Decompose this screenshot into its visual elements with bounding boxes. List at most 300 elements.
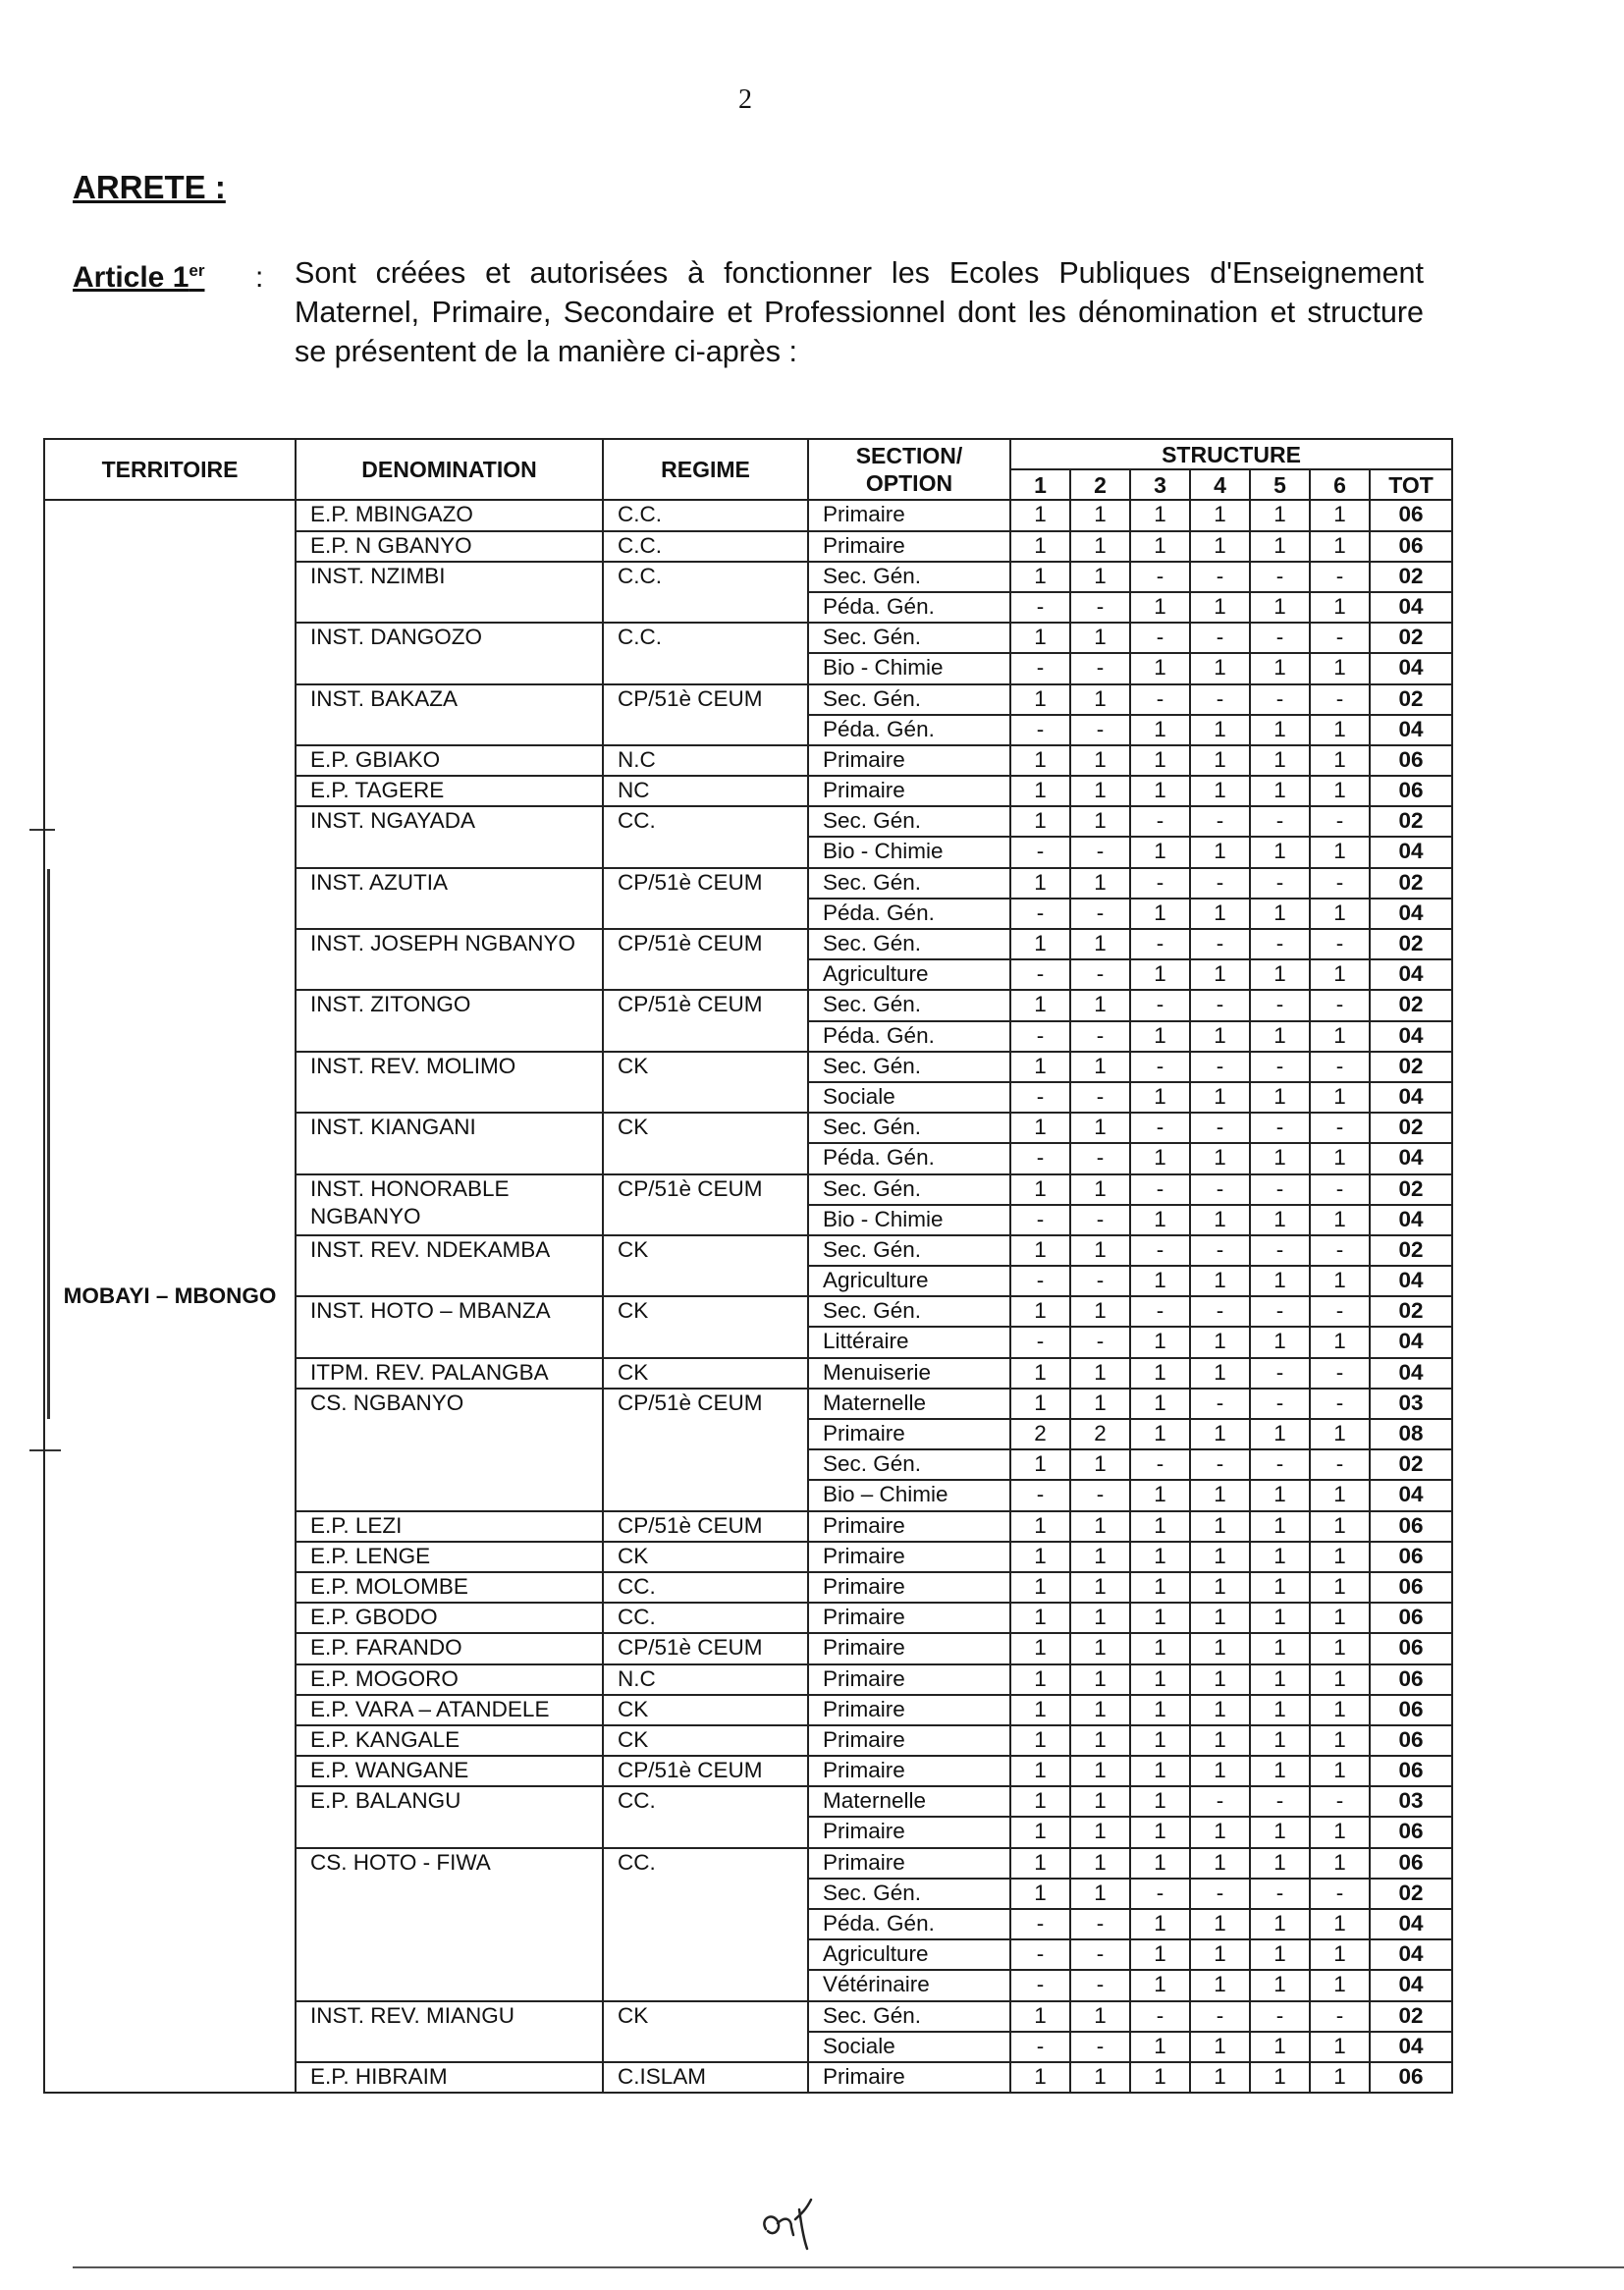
regime-cell: CK (603, 2001, 808, 2062)
class-1-cell: 1 (1010, 531, 1070, 562)
class-6-cell: 1 (1310, 1205, 1370, 1235)
page-number: 2 (738, 84, 752, 115)
class-5-cell: 1 (1250, 1603, 1310, 1633)
regime-cell: CC. (603, 806, 808, 867)
class-2-cell: - (1070, 592, 1130, 623)
regime-cell: CK (603, 1296, 808, 1357)
class-5-cell: - (1250, 1235, 1310, 1266)
class-2-cell: 1 (1070, 1695, 1130, 1725)
class-5-cell: 1 (1250, 1817, 1310, 1847)
class-5-cell: 1 (1250, 1572, 1310, 1603)
class-2-cell: 1 (1070, 1052, 1130, 1082)
page-bottom-rule (73, 2266, 1624, 2268)
class-2-cell: 1 (1070, 1113, 1130, 1143)
class-5-cell: 1 (1250, 1939, 1310, 1970)
class-4-cell: 1 (1190, 592, 1250, 623)
class-1-cell: - (1010, 592, 1070, 623)
total-cell: 06 (1370, 1848, 1452, 1879)
class-4-cell: 1 (1190, 1419, 1250, 1449)
class-3-cell: - (1130, 1174, 1190, 1205)
class-2-cell: - (1070, 1266, 1130, 1296)
class-4-cell: 1 (1190, 837, 1250, 867)
section-cell: Sec. Gén. (808, 2001, 1010, 2032)
class-4-cell: - (1190, 2001, 1250, 2032)
total-cell: 02 (1370, 2001, 1452, 2032)
class-6-cell: 1 (1310, 1909, 1370, 1939)
class-5-cell: - (1250, 1786, 1310, 1817)
class-3-cell: 1 (1130, 959, 1190, 990)
class-6-cell: - (1310, 868, 1370, 899)
class-4-cell: 1 (1190, 1082, 1250, 1113)
total-cell: 02 (1370, 1449, 1452, 1480)
class-1-cell: 1 (1010, 562, 1070, 592)
regime-cell: CC. (603, 1786, 808, 1847)
school-name-cell: INST. ZITONGO (296, 990, 603, 1051)
class-3-cell: 1 (1130, 653, 1190, 683)
class-1-cell: - (1010, 1021, 1070, 1052)
class-5-cell: - (1250, 623, 1310, 653)
class-2-cell: 1 (1070, 531, 1130, 562)
class-4-cell: 1 (1190, 1633, 1250, 1663)
class-6-cell: - (1310, 562, 1370, 592)
class-2-cell: 1 (1070, 1633, 1130, 1663)
section-cell: Sec. Gén. (808, 929, 1010, 959)
section-cell: Sec. Gén. (808, 1113, 1010, 1143)
regime-cell: CP/51è CEUM (603, 990, 808, 1051)
section-cell: Sec. Gén. (808, 562, 1010, 592)
section-cell: Sec. Gén. (808, 1235, 1010, 1266)
class-1-cell: 1 (1010, 500, 1070, 530)
section-cell: Primaire (808, 500, 1010, 530)
class-5-cell: 1 (1250, 1756, 1310, 1786)
section-cell: Maternelle (808, 1786, 1010, 1817)
section-cell: Sec. Gén. (808, 806, 1010, 837)
class-5-cell: 1 (1250, 1327, 1310, 1357)
school-name-cell: INST. HOTO – MBANZA (296, 1296, 603, 1357)
school-name-cell: INST. REV. MIANGU (296, 2001, 603, 2062)
class-2-cell: - (1070, 1082, 1130, 1113)
school-name-cell: E.P. TAGERE (296, 776, 603, 806)
class-6-cell: 1 (1310, 1143, 1370, 1173)
school-name-cell: ITPM. REV. PALANGBA (296, 1358, 603, 1389)
class-5-cell: 1 (1250, 1664, 1310, 1695)
class-4-cell: 1 (1190, 1725, 1250, 1756)
class-1-cell: - (1010, 1327, 1070, 1357)
school-name-cell: E.P. BALANGU (296, 1786, 603, 1847)
class-5-cell: - (1250, 990, 1310, 1020)
section-cell: Bio - Chimie (808, 1205, 1010, 1235)
total-cell: 06 (1370, 776, 1452, 806)
class-2-cell: - (1070, 1939, 1130, 1970)
total-cell: 04 (1370, 2032, 1452, 2062)
regime-cell: CP/51è CEUM (603, 1756, 808, 1786)
class-1-cell: - (1010, 1939, 1070, 1970)
class-1-cell: 1 (1010, 1511, 1070, 1542)
class-4-cell: - (1190, 1235, 1250, 1266)
total-cell: 02 (1370, 1879, 1452, 1909)
regime-cell: CK (603, 1542, 808, 1572)
class-6-cell: - (1310, 1174, 1370, 1205)
class-4-cell: - (1190, 868, 1250, 899)
section-cell: Péda. Gén. (808, 1021, 1010, 1052)
class-3-cell: 1 (1130, 2062, 1190, 2093)
class-3-cell: 1 (1130, 1205, 1190, 1235)
regime-cell: CK (603, 1695, 808, 1725)
class-1-cell: - (1010, 899, 1070, 929)
class-2-cell: 1 (1070, 1449, 1130, 1480)
section-cell: Sec. Gén. (808, 1174, 1010, 1205)
class-6-cell: 1 (1310, 592, 1370, 623)
class-5-cell: 1 (1250, 1266, 1310, 1296)
class-3-cell: 1 (1130, 2032, 1190, 2062)
class-2-cell: 1 (1070, 1848, 1130, 1879)
class-1-cell: - (1010, 1143, 1070, 1173)
class-4-cell: 1 (1190, 1695, 1250, 1725)
total-cell: 04 (1370, 1082, 1452, 1113)
class-3-cell: - (1130, 868, 1190, 899)
class-1-cell: 1 (1010, 1633, 1070, 1663)
school-name-cell: E.P. GBIAKO (296, 745, 603, 776)
class-2-cell: 1 (1070, 1817, 1130, 1847)
class-3-cell: 1 (1130, 500, 1190, 530)
school-name-cell: E.P. N GBANYO (296, 531, 603, 562)
header-section-option: SECTION/ OPTION (808, 439, 1010, 500)
class-3-cell: 1 (1130, 1756, 1190, 1786)
regime-cell: N.C (603, 745, 808, 776)
class-4-cell: - (1190, 623, 1250, 653)
school-name-cell: INST. DANGOZO (296, 623, 603, 683)
school-name-cell: CS. HOTO - FIWA (296, 1848, 603, 2001)
class-4-cell: - (1190, 990, 1250, 1020)
class-4-cell: - (1190, 1113, 1250, 1143)
regime-cell: C.C. (603, 531, 808, 562)
school-name-cell: E.P. WANGANE (296, 1756, 603, 1786)
class-5-cell: 1 (1250, 1848, 1310, 1879)
class-2-cell: 1 (1070, 562, 1130, 592)
class-5-cell: - (1250, 929, 1310, 959)
class-4-cell: 1 (1190, 1511, 1250, 1542)
class-2-cell: 1 (1070, 1786, 1130, 1817)
class-6-cell: - (1310, 684, 1370, 715)
class-6-cell: 1 (1310, 715, 1370, 745)
class-3-cell: 1 (1130, 1511, 1190, 1542)
school-name-cell: E.P. MOGORO (296, 1664, 603, 1695)
total-cell: 06 (1370, 1756, 1452, 1786)
section-cell: Sociale (808, 2032, 1010, 2062)
class-2-cell: 1 (1070, 1235, 1130, 1266)
regime-cell: C.ISLAM (603, 2062, 808, 2093)
header-tot: TOT (1370, 469, 1452, 500)
total-cell: 02 (1370, 990, 1452, 1020)
class-2-cell: 1 (1070, 623, 1130, 653)
territoire-cell: MOBAYI – MBONGO (44, 500, 296, 2093)
class-6-cell: 1 (1310, 1021, 1370, 1052)
regime-cell: CP/51è CEUM (603, 1633, 808, 1663)
section-cell: Primaire (808, 1756, 1010, 1786)
class-4-cell: 1 (1190, 1848, 1250, 1879)
decree-heading: ARRETE : (73, 169, 226, 205)
class-3-cell: 1 (1130, 776, 1190, 806)
total-cell: 04 (1370, 899, 1452, 929)
class-3-cell: - (1130, 1449, 1190, 1480)
total-cell: 02 (1370, 1235, 1452, 1266)
section-cell: Primaire (808, 1664, 1010, 1695)
class-2-cell: 1 (1070, 1511, 1130, 1542)
total-cell: 02 (1370, 868, 1452, 899)
total-cell: 04 (1370, 1327, 1452, 1357)
school-name-cell: INST. NGAYADA (296, 806, 603, 867)
regime-cell: C.C. (603, 562, 808, 623)
section-cell: Bio – Chimie (808, 1480, 1010, 1510)
section-cell: Péda. Gén. (808, 1909, 1010, 1939)
school-name-cell: E.P. LEZI (296, 1511, 603, 1542)
class-2-cell: 1 (1070, 806, 1130, 837)
class-3-cell: 1 (1130, 1970, 1190, 2000)
class-4-cell: 1 (1190, 1358, 1250, 1389)
class-2-cell: 2 (1070, 1419, 1130, 1449)
total-cell: 06 (1370, 1542, 1452, 1572)
class-6-cell: 1 (1310, 1695, 1370, 1725)
section-cell: Primaire (808, 745, 1010, 776)
class-5-cell: 1 (1250, 1419, 1310, 1449)
class-6-cell: 1 (1310, 1817, 1370, 1847)
class-3-cell: 1 (1130, 1786, 1190, 1817)
class-6-cell: 1 (1310, 1511, 1370, 1542)
section-cell: Sec. Gén. (808, 1449, 1010, 1480)
class-2-cell: 1 (1070, 1756, 1130, 1786)
class-6-cell: 1 (1310, 959, 1370, 990)
class-4-cell: - (1190, 1052, 1250, 1082)
article-label-main: Article 1 (73, 261, 189, 294)
class-1-cell: - (1010, 959, 1070, 990)
article-label-sup: er (189, 261, 205, 280)
class-1-cell: 1 (1010, 1235, 1070, 1266)
school-name-cell: E.P. VARA – ATANDELE (296, 1695, 603, 1725)
total-cell: 04 (1370, 959, 1452, 990)
class-3-cell: 1 (1130, 1848, 1190, 1879)
class-4-cell: 1 (1190, 1970, 1250, 2000)
section-cell: Péda. Gén. (808, 1143, 1010, 1173)
class-3-cell: 1 (1130, 1480, 1190, 1510)
section-cell: Agriculture (808, 1266, 1010, 1296)
class-6-cell: - (1310, 990, 1370, 1020)
section-cell: Primaire (808, 1848, 1010, 1879)
class-2-cell: - (1070, 1327, 1130, 1357)
class-2-cell: - (1070, 2032, 1130, 2062)
table-row (44, 500, 1452, 530)
class-4-cell: 1 (1190, 500, 1250, 530)
class-6-cell: 1 (1310, 1603, 1370, 1633)
school-name-cell: E.P. MBINGAZO (296, 500, 603, 530)
class-2-cell: 1 (1070, 1542, 1130, 1572)
section-cell: Primaire (808, 1817, 1010, 1847)
regime-cell: C.C. (603, 623, 808, 683)
section-cell: Primaire (808, 1511, 1010, 1542)
class-6-cell: 1 (1310, 2032, 1370, 2062)
class-1-cell: 1 (1010, 1052, 1070, 1082)
class-3-cell: 1 (1130, 1572, 1190, 1603)
schools-table (43, 438, 1453, 2094)
class-4-cell: 1 (1190, 1327, 1250, 1357)
class-3-cell: - (1130, 684, 1190, 715)
class-5-cell: 1 (1250, 1695, 1310, 1725)
header-class-5: 5 (1250, 469, 1310, 500)
total-cell: 06 (1370, 1664, 1452, 1695)
class-5-cell: - (1250, 684, 1310, 715)
class-3-cell: 1 (1130, 1603, 1190, 1633)
class-3-cell: - (1130, 623, 1190, 653)
class-2-cell: 1 (1070, 1389, 1130, 1419)
total-cell: 04 (1370, 1266, 1452, 1296)
class-4-cell: 1 (1190, 1939, 1250, 1970)
class-5-cell: 1 (1250, 2032, 1310, 2062)
class-6-cell: 1 (1310, 837, 1370, 867)
school-name-cell: INST. AZUTIA (296, 868, 603, 929)
class-2-cell: 1 (1070, 776, 1130, 806)
header-denomination: DENOMINATION (296, 439, 603, 500)
class-6-cell: - (1310, 623, 1370, 653)
class-4-cell: - (1190, 1296, 1250, 1327)
school-name-cell: E.P. MOLOMBE (296, 1572, 603, 1603)
class-1-cell: - (1010, 1082, 1070, 1113)
class-3-cell: 1 (1130, 1358, 1190, 1389)
header-class-4: 4 (1190, 469, 1250, 500)
class-3-cell: 1 (1130, 1082, 1190, 1113)
total-cell: 02 (1370, 1174, 1452, 1205)
class-6-cell: 1 (1310, 1848, 1370, 1879)
class-1-cell: 1 (1010, 806, 1070, 837)
class-6-cell: 1 (1310, 1327, 1370, 1357)
class-3-cell: 1 (1130, 1389, 1190, 1419)
class-4-cell: 1 (1190, 1664, 1250, 1695)
class-2-cell: 1 (1070, 990, 1130, 1020)
class-1-cell: 1 (1010, 745, 1070, 776)
class-4-cell: 1 (1190, 1266, 1250, 1296)
total-cell: 06 (1370, 1725, 1452, 1756)
regime-cell: CK (603, 1052, 808, 1113)
header-class-2: 2 (1070, 469, 1130, 500)
regime-cell: NC (603, 776, 808, 806)
total-cell: 04 (1370, 1358, 1452, 1389)
class-5-cell: 1 (1250, 1021, 1310, 1052)
class-1-cell: 1 (1010, 2001, 1070, 2032)
regime-cell: CC. (603, 1572, 808, 1603)
class-4-cell: - (1190, 1786, 1250, 1817)
class-2-cell: - (1070, 959, 1130, 990)
class-6-cell: 1 (1310, 1939, 1370, 1970)
class-4-cell: 1 (1190, 653, 1250, 683)
class-5-cell: 1 (1250, 776, 1310, 806)
class-3-cell: 1 (1130, 715, 1190, 745)
total-cell: 06 (1370, 1817, 1452, 1847)
article-text: Sont créées et autorisées à fonctionner les Ecoles Publiques d'Enseignement Maternel, Primaire, Secondaire et Professionnel dont les dénomination et structure se présentent de la manière ci-après : (295, 256, 1424, 368)
class-5-cell: 1 (1250, 959, 1310, 990)
class-6-cell: - (1310, 1358, 1370, 1389)
class-4-cell: 1 (1190, 2062, 1250, 2093)
class-2-cell: - (1070, 837, 1130, 867)
class-6-cell: 1 (1310, 531, 1370, 562)
class-1-cell: - (1010, 837, 1070, 867)
class-3-cell: 1 (1130, 1725, 1190, 1756)
class-4-cell: 1 (1190, 715, 1250, 745)
class-3-cell: - (1130, 562, 1190, 592)
class-1-cell: 1 (1010, 1389, 1070, 1419)
section-cell: Péda. Gén. (808, 592, 1010, 623)
class-3-cell: 1 (1130, 745, 1190, 776)
regime-cell: CK (603, 1358, 808, 1389)
class-1-cell: - (1010, 1970, 1070, 2000)
section-cell: Primaire (808, 1725, 1010, 1756)
regime-cell: CP/51è CEUM (603, 684, 808, 745)
regime-cell: CK (603, 1725, 808, 1756)
total-cell: 06 (1370, 1572, 1452, 1603)
class-4-cell: 1 (1190, 899, 1250, 929)
total-cell: 02 (1370, 684, 1452, 715)
class-5-cell: 1 (1250, 2062, 1310, 2093)
class-5-cell: 1 (1250, 1633, 1310, 1663)
class-5-cell: - (1250, 1296, 1310, 1327)
class-5-cell: 1 (1250, 1480, 1310, 1510)
class-6-cell: 1 (1310, 1572, 1370, 1603)
regime-cell: CP/51è CEUM (603, 868, 808, 929)
class-4-cell: 1 (1190, 2032, 1250, 2062)
school-name-cell: E.P. LENGE (296, 1542, 603, 1572)
total-cell: 03 (1370, 1786, 1452, 1817)
class-6-cell: 1 (1310, 899, 1370, 929)
class-2-cell: 1 (1070, 500, 1130, 530)
class-6-cell: 1 (1310, 1970, 1370, 2000)
total-cell: 04 (1370, 653, 1452, 683)
class-6-cell: 1 (1310, 1725, 1370, 1756)
class-3-cell: - (1130, 2001, 1190, 2032)
class-1-cell: 1 (1010, 929, 1070, 959)
class-3-cell: - (1130, 929, 1190, 959)
class-1-cell: 1 (1010, 1695, 1070, 1725)
class-4-cell: 1 (1190, 1542, 1250, 1572)
class-5-cell: - (1250, 1113, 1310, 1143)
class-5-cell: - (1250, 806, 1310, 837)
class-3-cell: 1 (1130, 1419, 1190, 1449)
class-2-cell: 1 (1070, 1664, 1130, 1695)
class-4-cell: - (1190, 562, 1250, 592)
class-6-cell: 1 (1310, 2062, 1370, 2093)
class-6-cell: 1 (1310, 1419, 1370, 1449)
class-1-cell: 1 (1010, 623, 1070, 653)
class-4-cell: - (1190, 1389, 1250, 1419)
total-cell: 03 (1370, 1389, 1452, 1419)
section-cell: Sociale (808, 1082, 1010, 1113)
total-cell: 02 (1370, 623, 1452, 653)
handwritten-initials (756, 2180, 844, 2259)
class-4-cell: 1 (1190, 776, 1250, 806)
class-2-cell: 1 (1070, 2062, 1130, 2093)
class-2-cell: 1 (1070, 1296, 1130, 1327)
class-1-cell: 1 (1010, 1542, 1070, 1572)
section-cell: Primaire (808, 1572, 1010, 1603)
total-cell: 08 (1370, 1419, 1452, 1449)
class-3-cell: - (1130, 1879, 1190, 1909)
class-1-cell: - (1010, 715, 1070, 745)
class-4-cell: - (1190, 1449, 1250, 1480)
class-5-cell: 1 (1250, 500, 1310, 530)
class-5-cell: 1 (1250, 745, 1310, 776)
class-5-cell: - (1250, 1389, 1310, 1419)
class-1-cell: - (1010, 2032, 1070, 2062)
class-3-cell: 1 (1130, 1327, 1190, 1357)
class-2-cell: - (1070, 899, 1130, 929)
class-4-cell: 1 (1190, 1909, 1250, 1939)
class-1-cell: - (1010, 1480, 1070, 1510)
